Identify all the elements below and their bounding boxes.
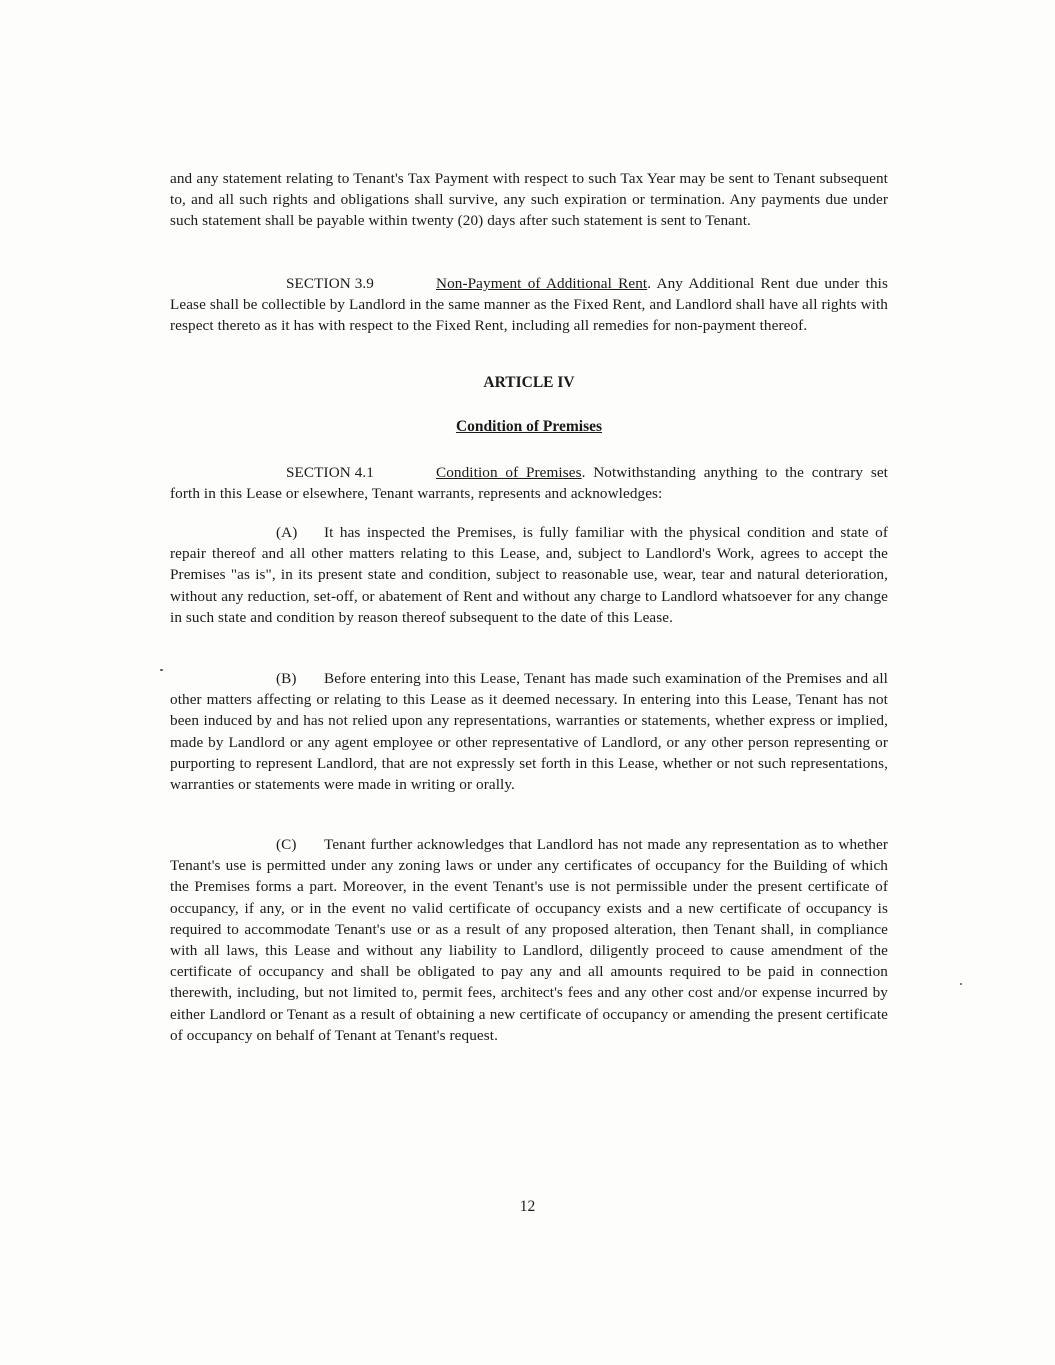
- section-4-1-number: SECTION 4.1: [286, 464, 375, 481]
- continuation-text: and any statement relating to Tenant's Tax Payment with respect to such Tax Year may be sent to Tenant subsequent to, and all such rights and obligations shall survive, any such expiration or termination. Any payments due under such statement shall be payable within twenty (20) days after such statement is sent to Tenant.: [170, 170, 888, 230]
- continuation-paragraph: [170, 168, 888, 232]
- section-3-9-title: Non-Payment of Additional Rent: [436, 275, 648, 292]
- clause-c-paragraph: [170, 834, 888, 1046]
- clause-c-text: Tenant further acknowledges that Landlord has not made any representation as to whether Tenant's use is permitted under any zoning laws or under any certificates of occupancy for the Building of which the Premises forms a part. Moreover, in the event Tenant's use is not permissible under the present certificate of occupancy, if any, or in the event no valid certificate of occupancy exists and a new certificate of occupancy is required to accommodate Tenant's use or as a result of any proposed alteration, then Tenant shall, in compliance with all laws, this Lease and without any liability to Landlord, diligently proceed to cause amendment of the certificate of occupancy and shall be obligated to pay any and all amounts required to be paid in connection therewith, including, but not limited to, permit fees, architect's fees and any other cost and/or expense incurred by either Landlord or Tenant as a result of obtaining a new certificate of occupancy or amending the present certificate of occupancy on behalf of Tenant at Tenant's request.: [170, 836, 888, 1044]
- clause-b-label: (B): [276, 670, 297, 687]
- section-3-9-paragraph: [170, 273, 888, 337]
- clause-a-text: It has inspected the Premises, is fully familiar with the physical condition and state of repair thereof and all other matters relating to this Lease, and, subject to Landlord's Work, agrees to accept the Premises "as is", in its present state and condition, subject to reasonable use, wear, tear and natural deterioration, without any reduction, set-off, or abatement of Rent and without any charge to Landlord whatsoever for any change in such state and condition by reason thereof subsequent to the date of this Lease.: [170, 524, 888, 626]
- section-3-9-text: . Any Additional Rent due under this Lease shall be collectible by Landlord in the same manner as the Fixed Rent, and Landlord shall have all rights with respect thereto as it has with respect to the Fixed Rent, including all remedies for non-payment thereof.: [170, 275, 888, 335]
- page-number: 12: [519, 1198, 536, 1215]
- section-4-1-text: . Notwithstanding anything to the contrary set forth in this Lease or elsewhere, Tenant warrants, represents and acknowledges:: [170, 464, 888, 503]
- clause-b-paragraph: [170, 668, 888, 795]
- section-4-1-title: Condition of Premises: [436, 464, 582, 481]
- clause-b-text: Before entering into this Lease, Tenant has made such examination of the Premises and all other matters affecting or relating to this Lease as it deemed necessary. In entering into this Lease, Tenant has not been induced by and has not relied upon any representations, warranties or statements, whether express or implied, made by Landlord or any agent employee or other representative of Landlord, or any other person representing or purporting to represent Landlord, that are not expressly set forth in this Lease, whether or not such representations, warranties or statements were made in writing or orally.: [170, 670, 888, 794]
- clause-c-label: (C): [276, 836, 297, 853]
- article-heading: ARTICLE IV: [483, 374, 575, 391]
- clause-a-label: (A): [276, 524, 298, 541]
- section-3-9-number: SECTION 3.9: [286, 275, 375, 292]
- clause-a-paragraph: [170, 522, 888, 628]
- scan-speck: [160, 669, 163, 671]
- scan-speck: [960, 983, 962, 985]
- article-title: Condition of Premises: [455, 418, 603, 435]
- section-4-1-paragraph: [170, 462, 888, 504]
